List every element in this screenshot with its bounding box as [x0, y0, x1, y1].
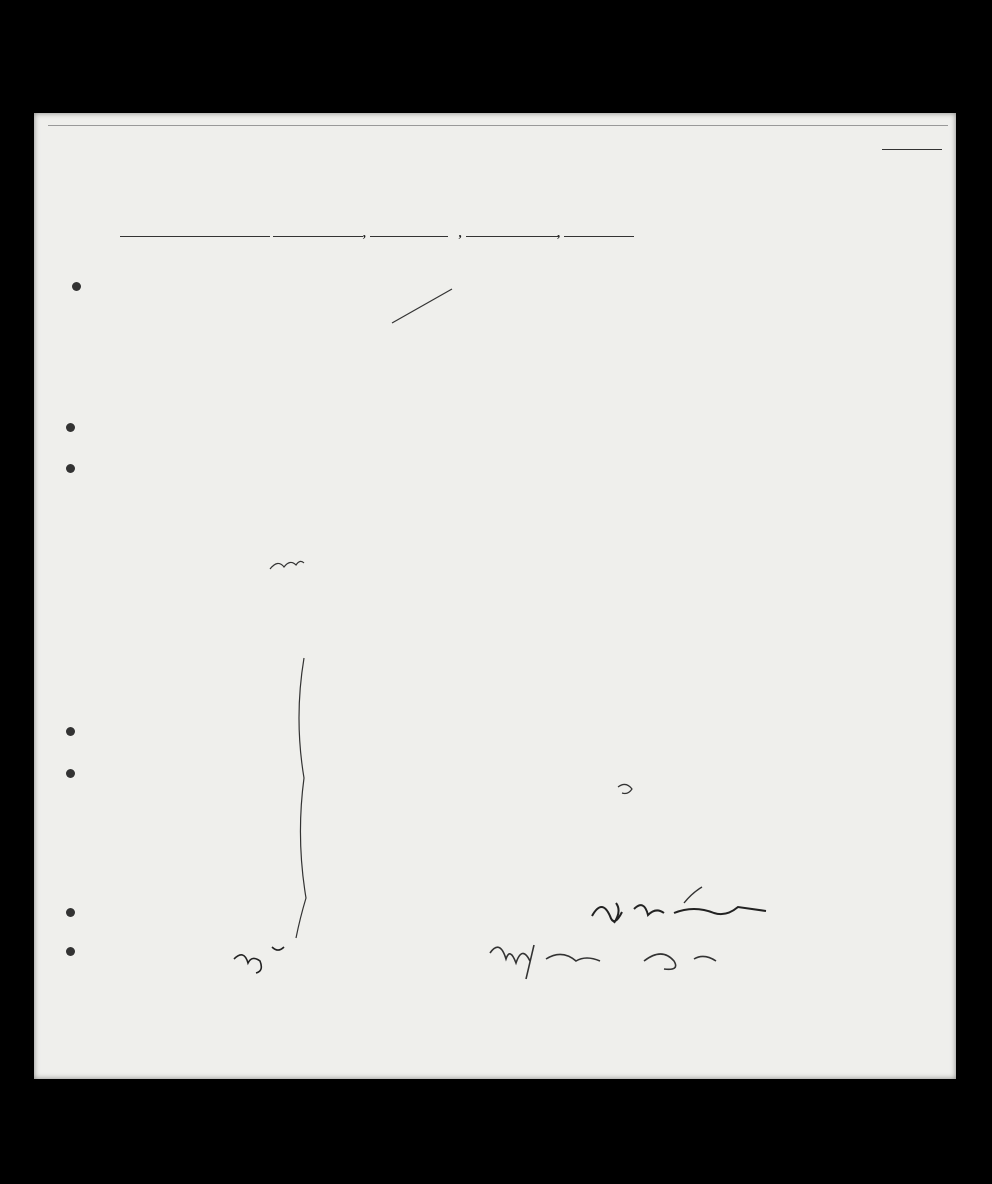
- punch-hole: [66, 423, 75, 432]
- punch-hole: [66, 464, 75, 473]
- manifest-sheet: [34, 113, 956, 1079]
- punch-hole: [66, 947, 75, 956]
- punch-hole: [66, 908, 75, 917]
- punch-hole: [66, 727, 75, 736]
- table-grid: [34, 113, 956, 1079]
- customs-stamp: [730, 1028, 850, 1068]
- table-row: [34, 290, 956, 310]
- sailing-line: , , ,: [120, 225, 940, 241]
- punch-hole: [72, 282, 81, 291]
- punch-hole: [66, 769, 75, 778]
